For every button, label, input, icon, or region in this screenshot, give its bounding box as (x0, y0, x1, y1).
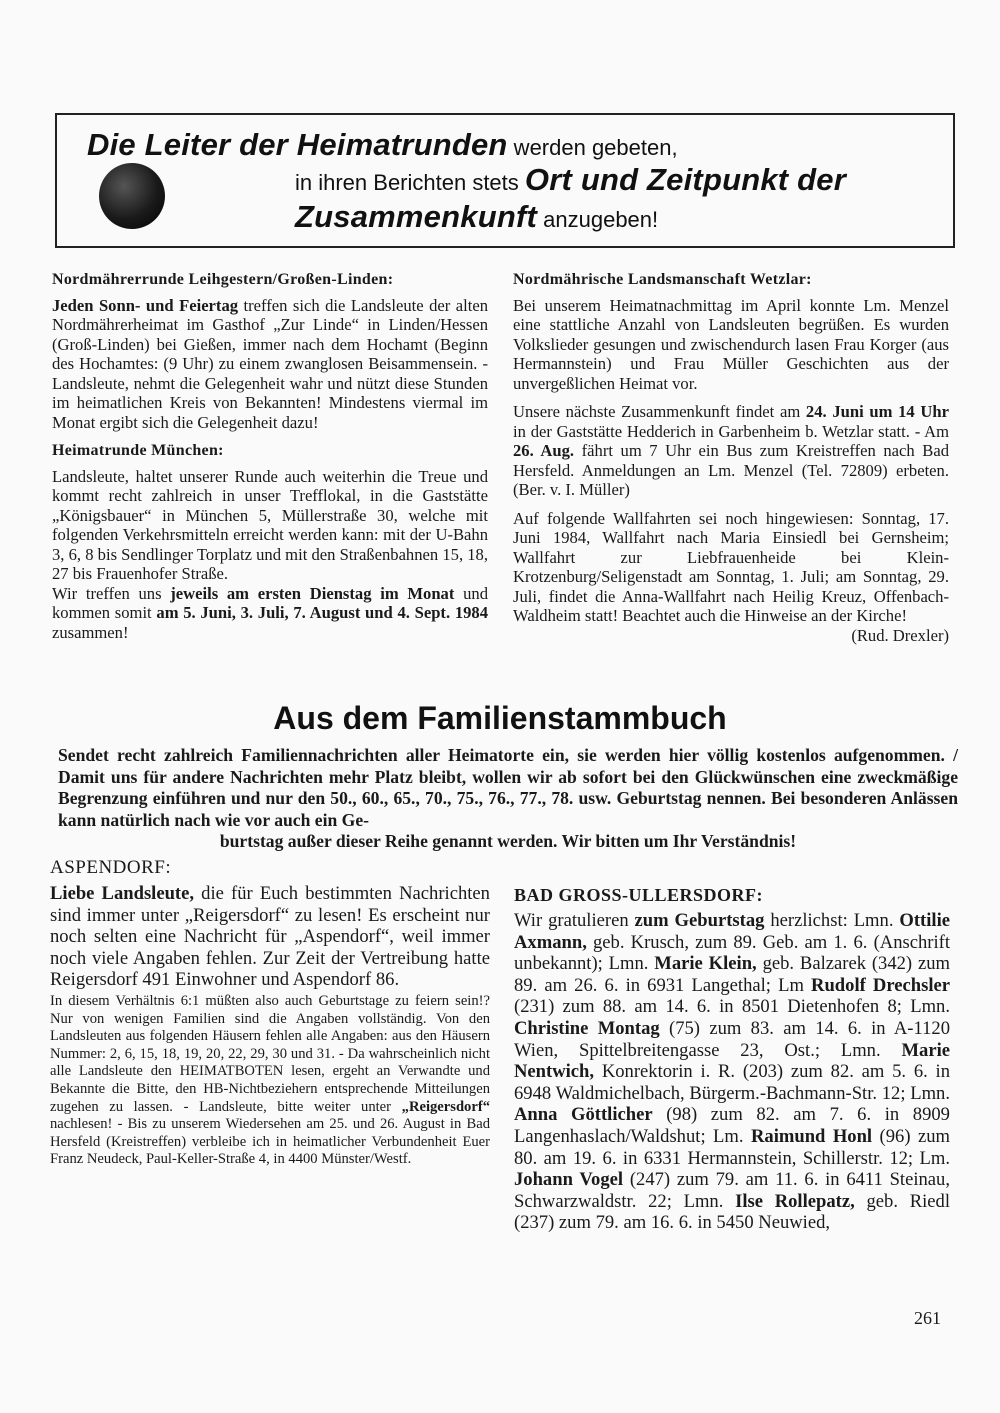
body-text: (247) zum 79. am 11. 6. in 6411 Steinau, Schwarzwaldstr. 22; Lmn. (514, 1169, 950, 1212)
person-name: Ilse Rollepatz, (735, 1190, 855, 1212)
notice-emphasis-1: Die Leiter der Heimatrunden (87, 127, 508, 162)
bold-text: 26. Aug. (513, 441, 575, 460)
person-name: Johann Vogel (514, 1169, 624, 1191)
notice-emphasis-3: Zusammenkunft (295, 199, 538, 234)
paragraph-wallfahrten: Auf folgende Wallfahrten sei noch hingewiesen: Sonntag, 17. Juni 1984, Wallfahrt nach Maria Einsiedl bei Gernsheim; Wallfahrt zur Liebfrauenheide bei Klein-Krotzenburg/Seligenstadt am Sonntag, 1. Juli; am Sonntag, 29. Juli, findet die Anna-Wallfahrt nach Heilig Kreuz, Offenbach-Waldheim statt! Beachtet auch die Hinweise an der Kirche! (513, 508, 949, 625)
person-name: Christine Montag (514, 1017, 660, 1039)
intro-text: Sendet recht zahlreich Familiennachrichten aller Heimatorte ein, sie werden hier völlig kostenlos aufgenommen. / Damit uns für andere Nachrichten mehr Platz bleibt, wollen wir ab sofort bei den Glückwünschen eine zweckmäßige Begrenzung einführen und nur den 50., 60., 65., 70., 75., 76., 77., 78. usw. Geburtstag nennen. Bei besonderen Anlässen kann natürlich nach wie vor auch ein Ge- (58, 745, 958, 830)
page-number: 261 (914, 1308, 941, 1328)
paragraph-ullersdorf (514, 910, 950, 1234)
body-text: In diesem Verhältnis 6:1 müßten also auch Geburtstage zu feiern sein!? Nur von wenigen Familien sind die Angaben vollständig. Von den Landsleuten aus folgenden Häusern fehlen alle Angaben: aus den Häusern Nummer: 2, 6, 15, 18, 19, 20, 22, 29, 30 und 31. - Da wahrscheinlich nicht alle Landsleute den HEIMATBOTEN lesen, ergeht an Verwandte und Bekannte die Bitte, den HB-Nichtbeziehern entsprechende Mitteilungen zugehen zu lassen. - Landsleute, bitte weiter unter (50, 992, 490, 1115)
section-title-familienstammbuch: Aus dem Familienstammbuch (273, 700, 727, 736)
signature: (Rud. Drexler) (851, 625, 949, 645)
paragraph-wetzlar-1: Bei unserem Heimatnachmittag im April konnte Lm. Menzel eine stattliche Anzahl von Landsleuten begrüßen. Es wurden Volkslieder gesungen und zwischendurch lasen Frau Korger (aus Hermannstein) und Frau Müller Geschichten aus der unvergeßlichen Heimat vor. (513, 295, 949, 393)
body-text: (98) zum 82. am 7. 6. in 8909 Langenhaslach/Waldshut; Lm. (514, 1104, 950, 1147)
body-text: geb. Riedl (237) zum 79. am 16. 6. in 5450 Neuwied, (514, 1190, 950, 1234)
person-name: Raimund Honl (750, 1125, 873, 1147)
section-heading-wetzlar: Nordmährische Landsmanschaft Wetzlar: (513, 271, 812, 288)
body-text: Wir gratulieren (514, 910, 635, 931)
notice-line-3 (295, 199, 658, 235)
notice-text-3: anzugeben! (537, 207, 659, 232)
bold-text: am 5. Juni, 3. Juli, 7. August und 4. Sept. 1984 (156, 603, 489, 622)
person-name: Anna Göttlicher (514, 1104, 653, 1126)
notice-emphasis-2: Ort und Zeitpunkt der (524, 162, 846, 197)
body-text: Unsere nächste Zusammenkunft findet am (513, 402, 806, 421)
body-text: (231) zum 88. am 14. 6. in 8501 Dietenhofen 8; Lmn. (514, 996, 950, 1018)
notice-text-1: werden gebeten, (507, 135, 678, 160)
section-heading-muenchen: Heimatrunde München: (52, 442, 224, 459)
person-name: Ottilie Axmann, (514, 910, 950, 953)
body-text: Wir treffen uns (52, 583, 171, 603)
body-text: fährt um 7 Uhr ein Bus zum Kreistreffen nach Bad Hersfeld. Anmeldungen an Lm. Menzel (Tel. 72809) erbeten. (Ber. v. I. Müller) (513, 441, 949, 499)
bold-text: 24. Juni um 14 Uhr (805, 402, 949, 421)
section-heading-ullersdorf: BAD GROSS-ULLERSDORF: (514, 885, 764, 905)
notice-text-2: in ihren Berichten stets (295, 170, 525, 195)
paragraph-aspendorf-1 (50, 883, 490, 991)
familien-intro (58, 745, 958, 853)
paragraph-linden (52, 296, 488, 433)
paragraph-muenchen-1: Landsleute, haltet unserer Runde auch weiterhin die Treue und kommt recht zahlreich in unser Trefflokal, in die Gaststätte „Königsbauer“ in München 5, Müllerstraße 30, welche mit folgenden Verkehrsmitteln erreicht werden kann: mit der U-Bahn 3, 6, 8 bis Sendlinger Torplatz und mit den Straßenbahnen 15, 18, 27 bis Frauenhofer Straße. (52, 466, 488, 583)
ullersdorf-column (514, 885, 950, 1234)
bold-text: Liebe Landsleute, (50, 883, 195, 904)
intro-text-last: burtstag außer dieser Reihe genannt werden. Wir bitten um Ihr Verständnis! (219, 831, 797, 851)
body-text: in der Gaststätte Hedderich in Garbenheim b. Wetzlar statt. - Am (513, 421, 949, 441)
body-text: geb. Krusch, zum 89. Geb. am 1. 6. (Anschrift unbekannt); Lmn. (514, 931, 950, 975)
person-name: Marie Klein, (654, 953, 757, 975)
body-text: herzlichst: Lmn. (764, 910, 900, 931)
right-top-column (513, 270, 949, 645)
body-text: (75) zum 83. am 14. 6. in A-1120 Wien, Spittelbreitengasse 23, Ost.; Lmn. (514, 1017, 950, 1061)
body-text: und kommen somit (52, 583, 488, 622)
paragraph-muenchen-2 (52, 584, 488, 643)
paragraph-aspendorf-2 (50, 993, 490, 1169)
person-name: Marie Nentwich, (514, 1039, 950, 1083)
section-heading-linden: Nordmährerrunde Leihgestern/Großen-Linden: (52, 271, 394, 288)
section-heading-aspendorf: ASPENDORF: (50, 857, 172, 878)
notice-line-1 (87, 127, 678, 163)
body-text: geb. Balzarek (342) zum 89. am 26. 6. in 6931 Langethal; Lm (514, 953, 950, 996)
person-name: Rudolf Drechsler (811, 974, 951, 996)
bold-text: Jeden Sonn- und Feiertag (52, 295, 239, 315)
paragraph-wetzlar-2 (513, 402, 949, 500)
body-text: nachlesen! - Bis zu unserem Wiedersehen am 25. und 26. August in Bad Hersfeld (Kreistreffen) verbleibe ich in heimatlicher Verbundenheit Euer Franz Neudeck, Paul-Keller-Straße 4, in 4400 Münster/Westf. (50, 1116, 490, 1168)
bold-text: jeweils am ersten Dienstag im Monat (170, 583, 455, 603)
body-text: die für Euch bestimmten Nachrichten sind immer unter „Reigersdorf“ zu lesen! Es erscheint nur noch selten eine Nachricht für „Aspendorf“, weil immer noch viele Angaben fehlen. Zur Zeit der Vertreibung hatte Reigersdorf 491 Einwohner und Aspendorf 86. (50, 883, 490, 991)
notice-box (55, 113, 955, 248)
aspendorf-column (50, 857, 490, 1169)
body-text: treffen sich die Landsleute der alten Nordmährerheimat im Gasthof „Zur Linde“ in Linden/Hessen (Groß-Linden) bei Gießen, immer nach dem Hochamt (Beginn des Hochamtes: (9 Uhr) zu einem zwanglosen Beisammensein. - Landsleute, nehmt die Gelegenheit wahr und nützt diese Stunden im heimatlichen Kreis von Bekannten! Mindestens viermal im Monat ergibt sich die Gelegenheit dazu! (52, 295, 488, 432)
body-text: zusammen! (52, 622, 129, 642)
body-text: (96) zum 80. am 19. 6. in 6331 Hermannstein, Schillerstr. 12; Lm. (514, 1125, 950, 1169)
body-text: Konrektorin i. R. (203) zum 82. am 5. 6. in 6948 Waldmichelbach, Bürgerm.-Bachmann-Str. 12; Lmn. (514, 1061, 950, 1104)
notice-line-2 (295, 162, 846, 198)
bullet-dot-icon (99, 163, 165, 229)
bold-text: „Reigersdorf“ (401, 1098, 490, 1115)
bold-text: zum Geburtstag (634, 910, 765, 931)
left-top-column (52, 270, 488, 642)
